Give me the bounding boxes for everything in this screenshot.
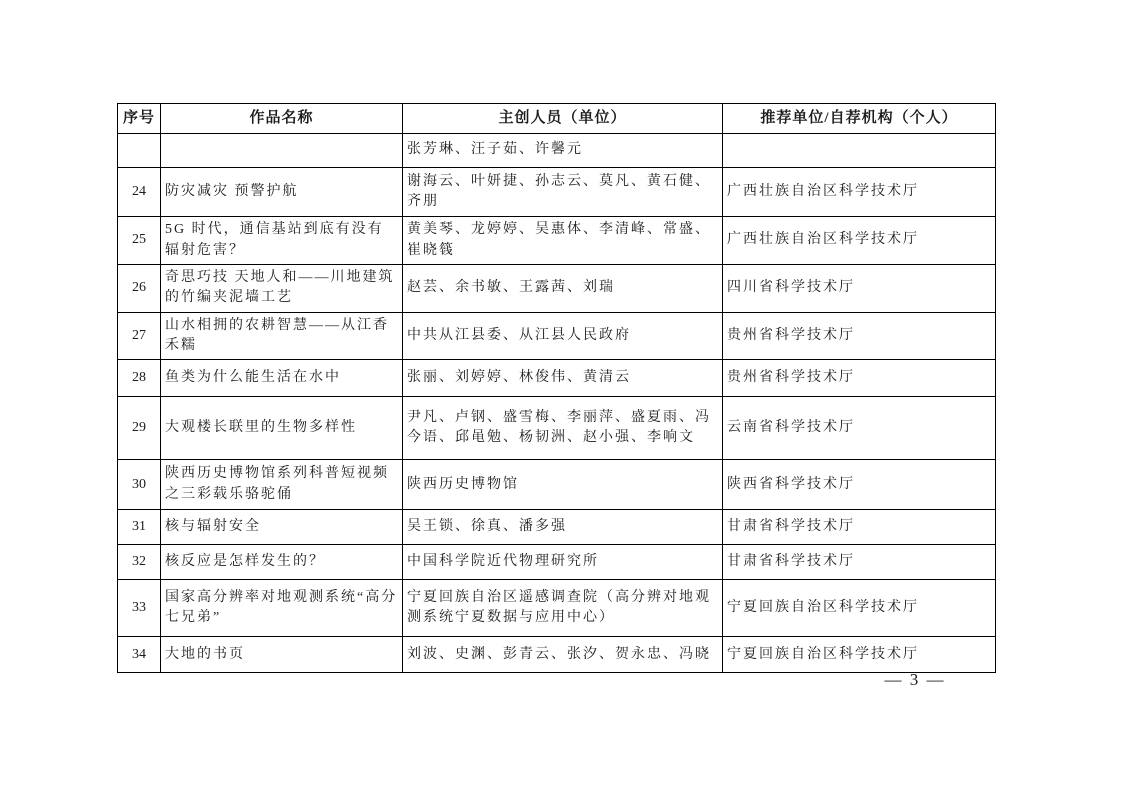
cell-serial-number: 25 xyxy=(118,217,161,265)
cell-recommender: 广西壮族自治区科学技术厅 xyxy=(723,168,996,217)
cell-creators: 黄美琴、龙婷婷、吴惠体、李清峰、常盛、崔晓篯 xyxy=(403,217,723,265)
cell-creators: 赵芸、余书敏、王露茜、刘瑞 xyxy=(403,265,723,313)
table-row xyxy=(118,312,996,360)
cell-serial-number: 26 xyxy=(118,265,161,313)
table-row xyxy=(118,510,996,545)
table-row xyxy=(118,265,996,313)
cell-serial-number xyxy=(118,134,161,168)
cell-work-title: 大地的书页 xyxy=(161,637,403,673)
cell-creators: 中国科学院近代物理研究所 xyxy=(403,545,723,580)
cell-serial-number: 24 xyxy=(118,168,161,217)
cell-recommender: 甘肃省科学技术厅 xyxy=(723,545,996,580)
table-header-row xyxy=(118,104,996,134)
cell-recommender: 四川省科学技术厅 xyxy=(723,265,996,313)
table-row xyxy=(118,580,996,637)
cell-work-title: 山水相拥的农耕智慧——从江香禾糯 xyxy=(161,312,403,360)
cell-serial-number: 32 xyxy=(118,545,161,580)
col-header-creators: 主创人员（单位） xyxy=(403,104,723,134)
cell-creators: 宁夏回族自治区遥感调查院（高分辨对地观测系统宁夏数据与应用中心） xyxy=(403,580,723,637)
table-row xyxy=(118,168,996,217)
cell-recommender: 贵州省科学技术厅 xyxy=(723,312,996,360)
table-row xyxy=(118,637,996,673)
cell-creators: 陕西历史博物馆 xyxy=(403,460,723,510)
cell-serial-number: 31 xyxy=(118,510,161,545)
cell-serial-number: 33 xyxy=(118,580,161,637)
cell-creators: 尹凡、卢钢、盛雪梅、李丽萍、盛夏雨、冯今语、邱黾勉、杨韧洲、赵小强、李响文 xyxy=(403,397,723,460)
cell-creators: 中共从江县委、从江县人民政府 xyxy=(403,312,723,360)
col-header-recommender: 推荐单位/自荐机构（个人） xyxy=(723,104,996,134)
cell-serial-number: 28 xyxy=(118,360,161,397)
cell-recommender: 宁夏回族自治区科学技术厅 xyxy=(723,580,996,637)
cell-recommender: 广西壮族自治区科学技术厅 xyxy=(723,217,996,265)
cell-work-title: 奇思巧技 天地人和——川地建筑的竹编夹泥墙工艺 xyxy=(161,265,403,313)
cell-work-title: 5G 时代，通信基站到底有没有辐射危害？ xyxy=(161,217,403,265)
cell-serial-number: 27 xyxy=(118,312,161,360)
cell-work-title: 陕西历史博物馆系列科普短视频之三彩载乐骆驼俑 xyxy=(161,460,403,510)
cell-work-title: 国家高分辨率对地观测系统“高分七兄弟” xyxy=(161,580,403,637)
col-header-no: 序号 xyxy=(118,104,161,134)
cell-work-title: 核与辐射安全 xyxy=(161,510,403,545)
cell-recommender: 贵州省科学技术厅 xyxy=(723,360,996,397)
table-row xyxy=(118,545,996,580)
table-row xyxy=(118,217,996,265)
table-row xyxy=(118,460,996,510)
table-row xyxy=(118,397,996,460)
cell-work-title: 核反应是怎样发生的？ xyxy=(161,545,403,580)
cell-recommender: 陕西省科学技术厅 xyxy=(723,460,996,510)
cell-creators: 张芳琳、汪子茹、许馨元 xyxy=(403,134,723,168)
cell-serial-number: 29 xyxy=(118,397,161,460)
cell-work-title: 鱼类为什么能生活在水中 xyxy=(161,360,403,397)
cell-work-title xyxy=(161,134,403,168)
cell-recommender: 云南省科学技术厅 xyxy=(723,397,996,460)
cell-creators: 吴王锁、徐真、潘多强 xyxy=(403,510,723,545)
table-row xyxy=(118,360,996,397)
cell-recommender: 甘肃省科学技术厅 xyxy=(723,510,996,545)
cell-creators: 张丽、刘婷婷、林俊伟、黄清云 xyxy=(403,360,723,397)
cell-serial-number: 30 xyxy=(118,460,161,510)
cell-creators: 谢海云、叶妍捷、孙志云、莫凡、黄石健、齐朋 xyxy=(403,168,723,217)
awards-table xyxy=(117,103,996,673)
cell-serial-number: 34 xyxy=(118,637,161,673)
cell-work-title: 大观楼长联里的生物多样性 xyxy=(161,397,403,460)
col-header-title: 作品名称 xyxy=(161,104,403,134)
page-number: — 3 — xyxy=(884,670,946,689)
cell-recommender: 宁夏回族自治区科学技术厅 xyxy=(723,637,996,673)
cell-work-title: 防灾减灾 预警护航 xyxy=(161,168,403,217)
table-row xyxy=(118,134,996,168)
cell-creators: 刘波、史渊、彭青云、张汐、贺永忠、冯晓 xyxy=(403,637,723,673)
cell-recommender xyxy=(723,134,996,168)
